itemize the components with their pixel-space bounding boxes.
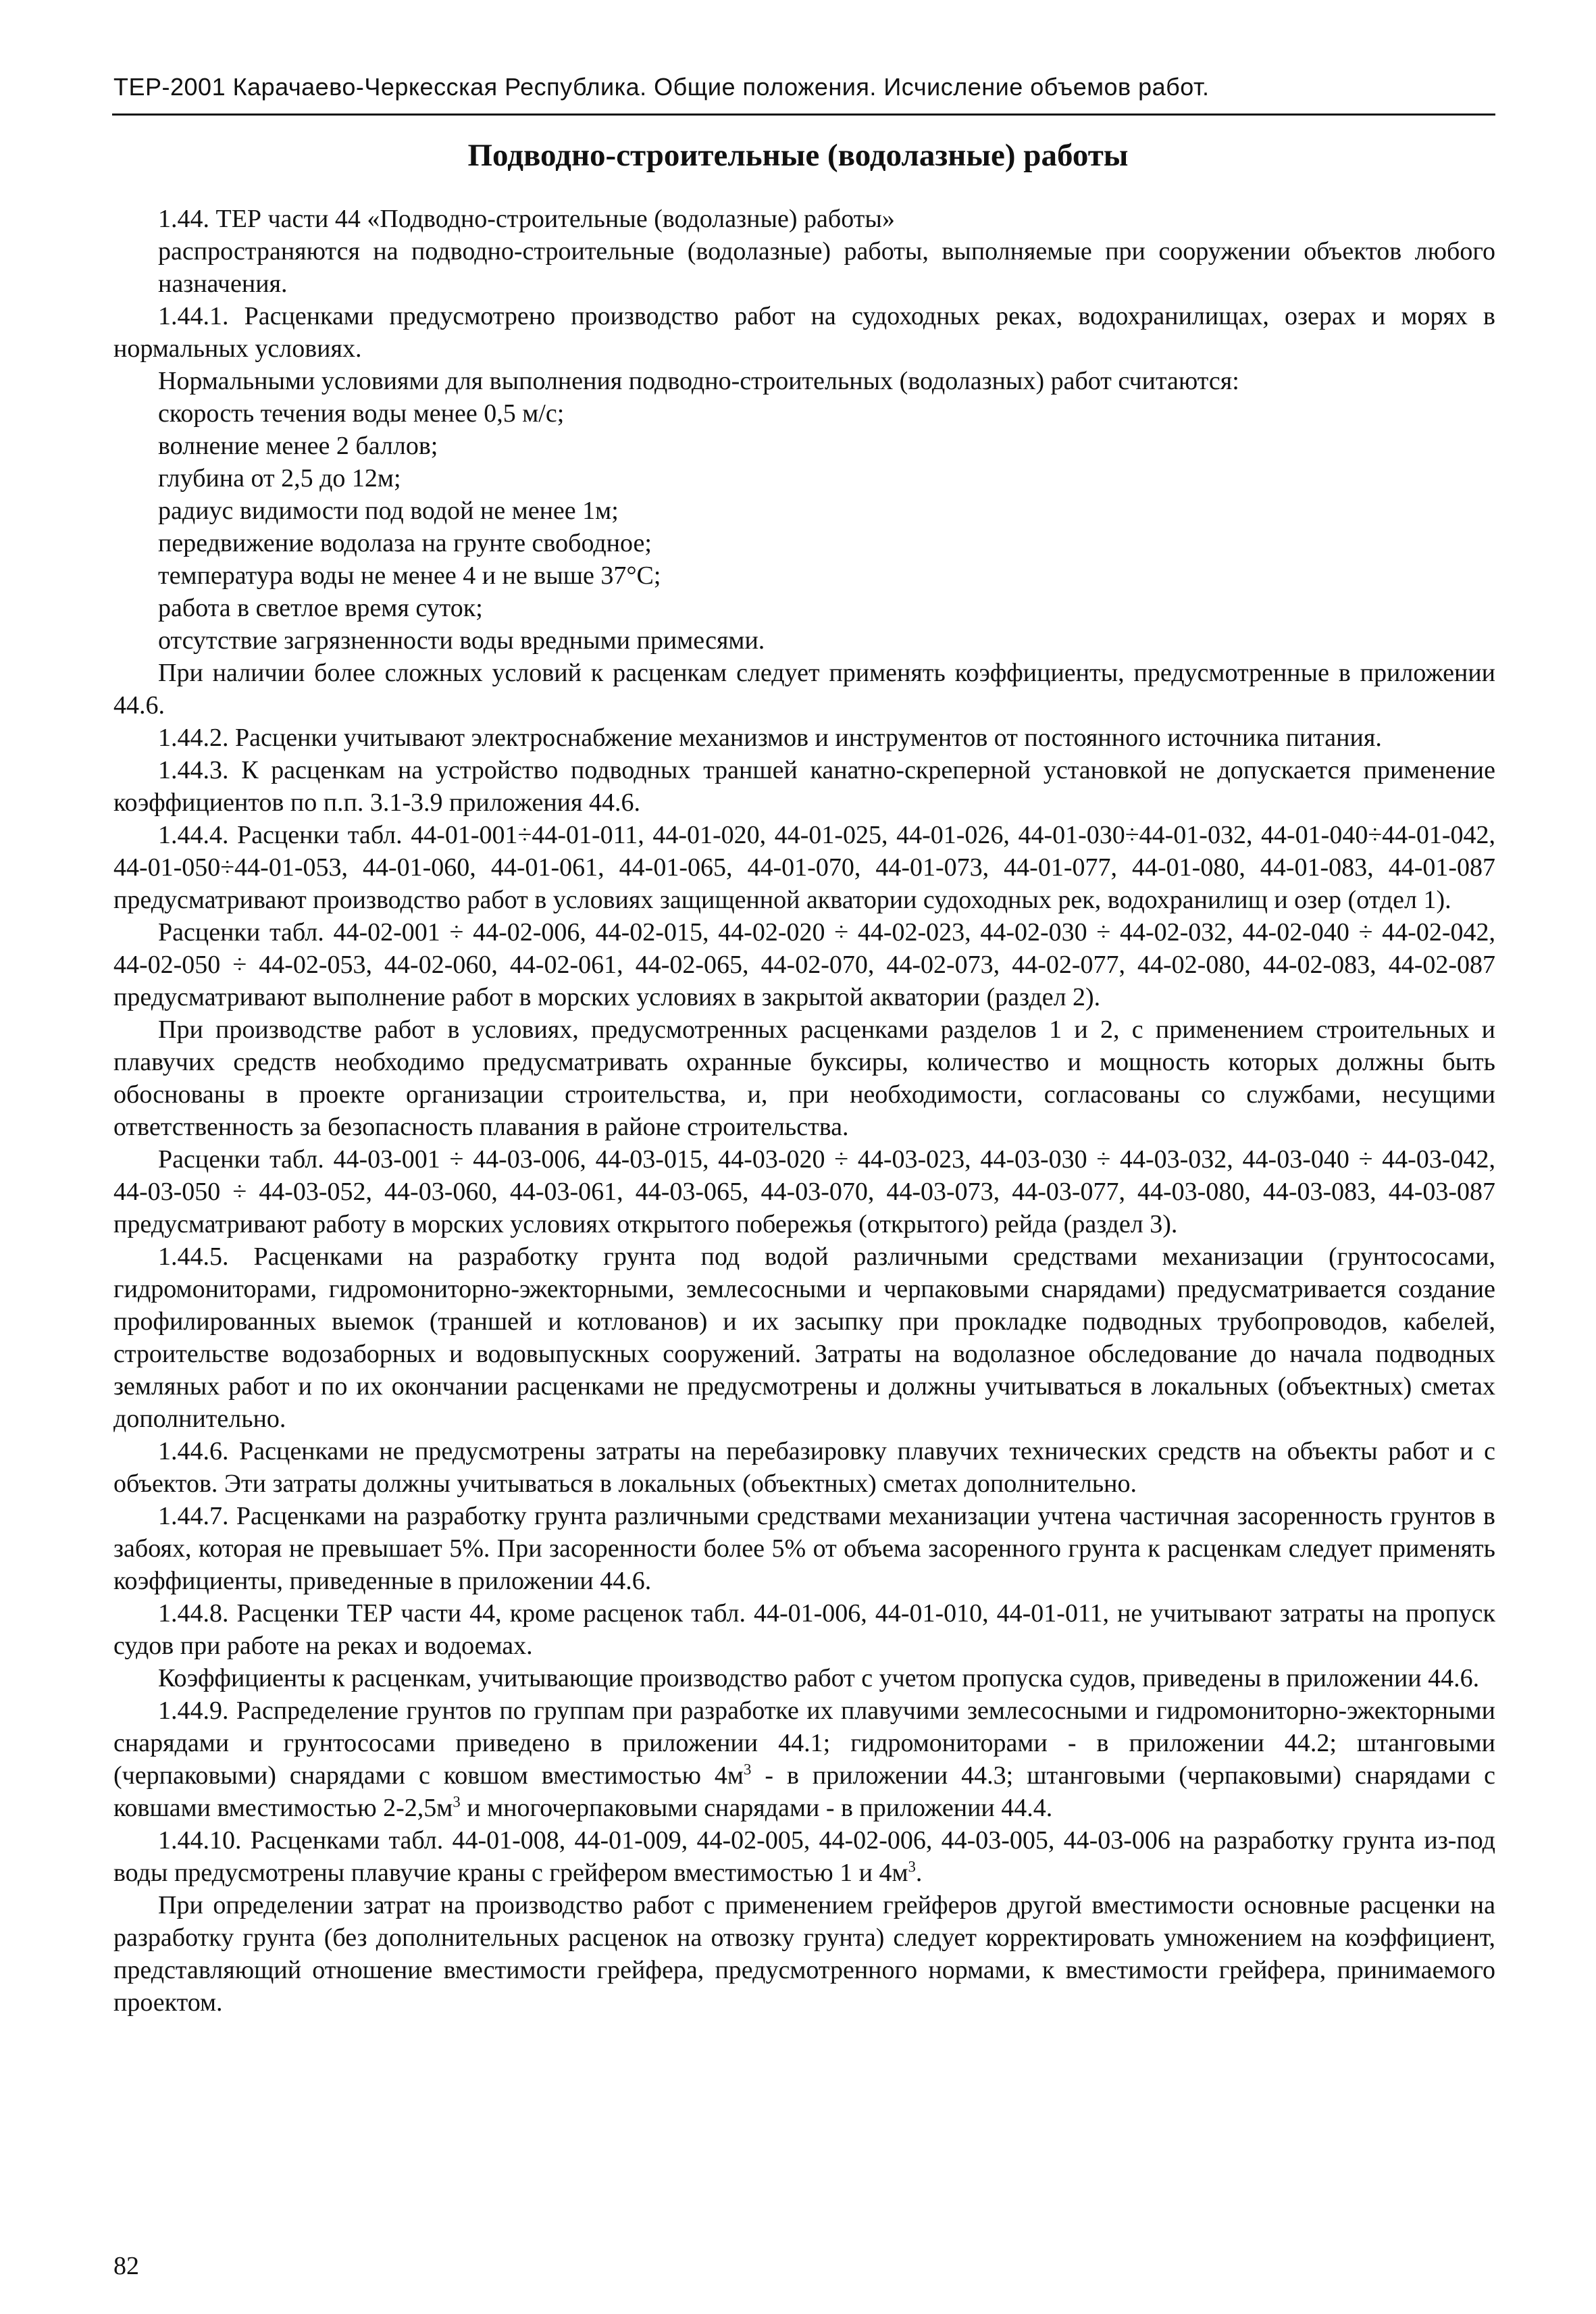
condition-item: скорость течения воды менее 0,5 м/с; (158, 399, 565, 428)
document-body (113, 203, 1495, 2019)
paragraph-1-44-2: 1.44.2. Расценки учитывают электроснабжение механизмов и инструментов от постоянного источника питания. (158, 724, 1382, 752)
superscript: 3 (908, 1858, 916, 1876)
paragraph-1-44-3: 1.44.3. К расценкам на устройство подводных траншей канатно-скреперной установкой не допускается применение коэффициентов по п.п. 3.1-3.9 приложения 44.6. (113, 756, 1495, 817)
paragraph-1-44-7: 1.44.7. Расценками на разработку грунта различными средствами механизации учтена частичная засоренность грунтов в забоях, которая не превышает 5%. При засоренности более 5% от объема засоренного грунта к расценкам следует применять коэффициенты, приведенные в приложении 44.6. (113, 1502, 1495, 1595)
paragraph-1-44-continued: распространяются на подводно-строительные (водолазные) работы, выполняемые при сооружении объектов любого назначения. (158, 237, 1495, 298)
text-run: 1.44.10. Расценками табл. 44-01-008, 44-01-009, 44-02-005, 44-02-006, 44-03-005, 44-03-006 на разработку грунта из-под воды предусмотрены плавучие краны с грейфером вместимостью 1 и 4м (113, 1826, 1495, 1887)
paragraph-1-44: 1.44. ТЕР части 44 «Подводно-строительные (водолазные) работы» (158, 205, 895, 233)
condition-item: передвижение водолаза на грунте свободное; (158, 529, 652, 557)
text-run: . (915, 1859, 923, 1887)
condition-item: глубина от 2,5 до 12м; (158, 464, 401, 493)
condition-item: отсутствие загрязненности воды вредными примесями. (158, 626, 765, 655)
text-run: и многочерпаковыми снарядами - в приложении 44.4. (460, 1794, 1053, 1822)
text-run: 1.44.9. Распределение грунтов по группам при разработке их плавучими землесосными и гидромониторно-эжекторными снарядами и грунтососами приведено в приложении 44.1; гидромониторами - в приложении 44.2; штанговыми (черпаковыми) снарядами с ковшом вместимостью 4м (113, 1696, 1495, 1790)
running-header: ТЕР-2001 Карачаево-Черкесская Республика. Общие положения. Исчисление объемов работ. (113, 73, 1210, 101)
paragraph-1-44-1: 1.44.1. Расценками предусмотрено производство работ на судоходных реках, водохранилищах, озерах и морях в нормальных условиях. (113, 302, 1495, 363)
normal-conditions-list (113, 397, 1495, 657)
superscript: 3 (743, 1761, 752, 1778)
paragraph-vessel-passage-coefficients: Коэффициенты к расценкам, учитывающие производство работ с учетом пропуска судов, приведены в приложении 44.6. (158, 1664, 1480, 1692)
superscript: 3 (453, 1793, 461, 1811)
condition-item: волнение менее 2 баллов; (158, 432, 438, 460)
paragraph-1-44-4: 1.44.4. Расценки табл. 44-01-001÷44-01-011, 44-01-020, 44-01-025, 44-01-026, 44-01-030÷44-01-032, 44-01-040÷44-01-042, 44-01-050÷44-01-053, 44-01-060, 44-01-061, 44-01-065, 44-01-070, 44-01-073, 44-01-077, 44-01-080, 44-01-083, 44-01-087 предусматривают производство работ в условиях защищенной акватории судоходных рек, водохранилищ и озер (отдел 1). (113, 821, 1495, 914)
header-rule (112, 114, 1495, 116)
paragraph-section-2-rates: Расценки табл. 44-02-001 ÷ 44-02-006, 44-02-015, 44-02-020 ÷ 44-02-023, 44-02-030 ÷ 44-02-032, 44-02-040 ÷ 44-02-042, 44-02-050 ÷ 44-02-053, 44-02-060, 44-02-061, 44-02-065, 44-02-070, 44-02-073, 44-02-077, 44-02-080, 44-02-083, 44-02-087 предусматривают выполнение работ в морских условиях в закрытой акватории (раздел 2). (113, 918, 1495, 1011)
paragraph-grab-capacity: При определении затрат на производство работ с применением грейферов другой вместимости основные расценки на разработку грунта (без дополнительных расценок на отвозку грунта) следует корректировать умножением на коэффициент, представляющий отношение вместимости грейфера, предусмотренного нормами, к вместимости грейфера, принимаемого проектом. (113, 1891, 1495, 2017)
paragraph-1-44-8: 1.44.8. Расценки ТЕР части 44, кроме расценок табл. 44-01-006, 44-01-010, 44-01-011, не учитывают затраты на пропуск судов при работе на реках и водоемах. (113, 1599, 1495, 1660)
paragraph-guard-tugs: При производстве работ в условиях, предусмотренных расценками разделов 1 и 2, с применением строительных и плавучих средств необходимо предусматривать охранные буксиры, количество и мощность которых должны быть обоснованы в проекте организации строительства, и, при необходимости, согласованы со службами, несущими ответственность за безопасность плавания в районе строительства. (113, 1015, 1495, 1141)
condition-item: радиус видимости под водой не менее 1м; (158, 497, 619, 525)
paragraph-complex-conditions: При наличии более сложных условий к расценкам следует применять коэффициенты, предусмотренные в приложении 44.6. (113, 659, 1495, 720)
condition-item: температура воды не менее 4 и не выше 37°С; (158, 561, 661, 590)
text-run: - в приложении 44.3; штанговыми (черпаковыми) снарядами с ковшами вместимостью 2-2,5м (113, 1761, 1495, 1822)
paragraph-section-3-rates: Расценки табл. 44-03-001 ÷ 44-03-006, 44-03-015, 44-03-020 ÷ 44-03-023, 44-03-030 ÷ 44-03-032, 44-03-040 ÷ 44-03-042, 44-03-050 ÷ 44-03-052, 44-03-060, 44-03-061, 44-03-065, 44-03-070, 44-03-073, 44-03-077, 44-03-080, 44-03-083, 44-03-087 предусматривают работу в морских условиях открытого побережья (открытого) рейда (раздел 3). (113, 1145, 1495, 1238)
condition-item: работа в светлое время суток; (158, 594, 483, 622)
paragraph-1-44-6: 1.44.6. Расценками не предусмотрены затраты на перебазировку плавучих технических средств на объекты работ и с объектов. Эти затраты должны учитываться в локальных (объектных) сметах дополнительно. (113, 1437, 1495, 1498)
section-title: Подводно-строительные (водолазные) работы (467, 138, 1129, 173)
paragraph-normal-conditions-intro: Нормальными условиями для выполнения подводно-строительных (водолазных) работ считаются: (158, 367, 1239, 395)
paragraph-1-44-9 (113, 1694, 1495, 1824)
paragraph-1-44-10 (113, 1824, 1495, 1889)
paragraph-1-44-5: 1.44.5. Расценками на разработку грунта под водой различными средствами механизации (грунтососами, гидромониторами, гидромониторно-эжекторными, землесосными и черпаковыми снарядами) предусматривается создание профилированных выемок (траншей и котлованов) и их засыпку при прокладке подводных трубопроводов, кабелей, строительстве водозаборных и водовыпускных сооружений. Затраты на водолазное обследование до начала подводных земляных работ и по их окончании расценками не предусмотрены и должны учитываться в локальных (объектных) сметах дополнительно. (113, 1242, 1495, 1433)
page-number: 82 (113, 2252, 139, 2280)
